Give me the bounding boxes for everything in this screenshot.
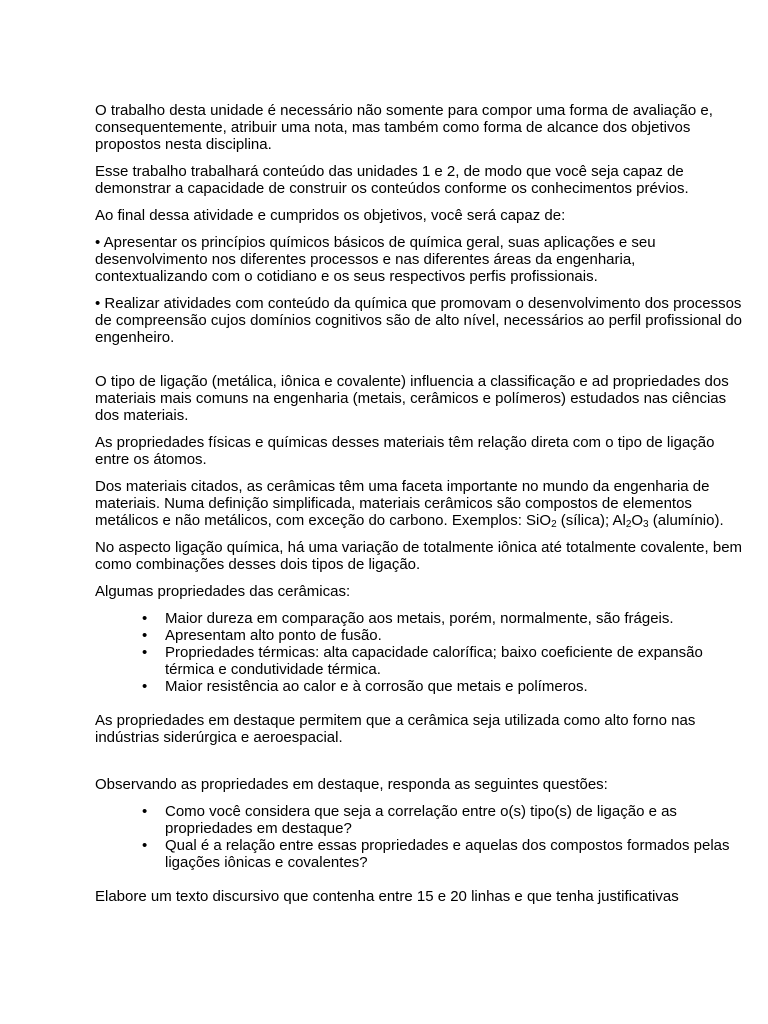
- closing-instruction: Elabore um texto discursivo que contenha entre 15 e 20 linhas e que tenha justificativas: [95, 888, 679, 905]
- body-paragraph-2: As propriedades físicas e químicas desses materiais têm relação direta com o tipo de ligação entre os átomos.: [95, 434, 715, 468]
- body-paragraph-3: [95, 478, 750, 529]
- body-paragraph-6: As propriedades em destaque permitem que a cerâmica seja utilizada como alto forno nas indústrias siderúrgica e aeroespacial.: [95, 712, 696, 746]
- ceramics-definition: Dos materiais citados, as cerâmicas têm uma faceta importante no mundo da engenharia de materiais. Numa definição simplificada, materiais cerâmicos são compostos de elementos metálicos e não metálicos, com exceção do carbono. Exemplos:: [95, 478, 710, 529]
- questions-list: [95, 803, 750, 871]
- intro-paragraph-2: Esse trabalho trabalhará conteúdo das unidades 1 e 2, de modo que você seja capaz de demonstrar a capacidade de construir os conteúdos conforme os conhecimentos prévios.: [95, 163, 689, 197]
- body-paragraph-5: Algumas propriedades das cerâmicas:: [95, 583, 351, 600]
- list-item: • Propriedades térmicas: alta capacidade calorífica; baixo coeficiente de expansão térmica e condutividade térmica.: [165, 644, 750, 678]
- document-page: [95, 102, 750, 915]
- list-item: • Maior dureza em comparação aos metais, porém, normalmente, são frágeis.: [165, 610, 750, 627]
- objective-1: • Apresentar os princípios químicos básicos de química geral, suas aplicações e seu desenvolvimento nos diferentes processos e nas diferentes áreas da engenharia, contextualizando com o cotidiano e os seus respectivos perfis profissionais.: [95, 234, 656, 285]
- list-item: • Apresentam alto ponto de fusão.: [165, 627, 750, 644]
- list-item: • Qual é a relação entre essas propriedades e aquelas dos compostos formados pelas ligações iônicas e covalentes?: [165, 837, 750, 871]
- objective-2: • Realizar atividades com conteúdo da química que promovam o desenvolvimento dos processos de compreensão cujos domínios cognitivos são de alto nível, necessários ao perfil profissional do engenheiro.: [95, 295, 743, 346]
- al2o3-name: (alumínio).: [648, 512, 724, 529]
- sio2-name: (sílica);: [556, 512, 613, 529]
- questions-intro: Observando as propriedades em destaque, responda as seguintes questões:: [95, 776, 608, 793]
- body-paragraph-4: No aspecto ligação química, há uma variação de totalmente iônica até totalmente covalente, bem como combinações desses dois tipos de ligação.: [95, 539, 743, 573]
- list-item: • Como você considera que seja a correlação entre o(s) tipo(s) de ligação e as propriedades em destaque?: [165, 803, 750, 837]
- list-item: • Maior resistência ao calor e à corrosão que metais e polímeros.: [165, 678, 750, 695]
- body-paragraph-1: O tipo de ligação (metálica, iônica e covalente) influencia a classificação e ad propriedades dos materiais mais comuns na engenharia (metais, cerâmicos e polímeros) estudados nas ciências dos materiais.: [95, 373, 729, 424]
- ceramic-properties-list: [95, 610, 750, 695]
- intro-paragraph-1: O trabalho desta unidade é necessário não somente para compor uma forma de avaliação e, consequentemente, atribuir uma nota, mas também como forma de alcance dos objetivos propostos nesta disciplina.: [95, 102, 713, 153]
- intro-paragraph-3: Ao final dessa atividade e cumpridos os objetivos, você será capaz de:: [95, 207, 566, 224]
- formula-al2o3: $Al_2O_3$: [612, 512, 649, 530]
- formula-sio2: SiO$_2$: [526, 512, 557, 530]
